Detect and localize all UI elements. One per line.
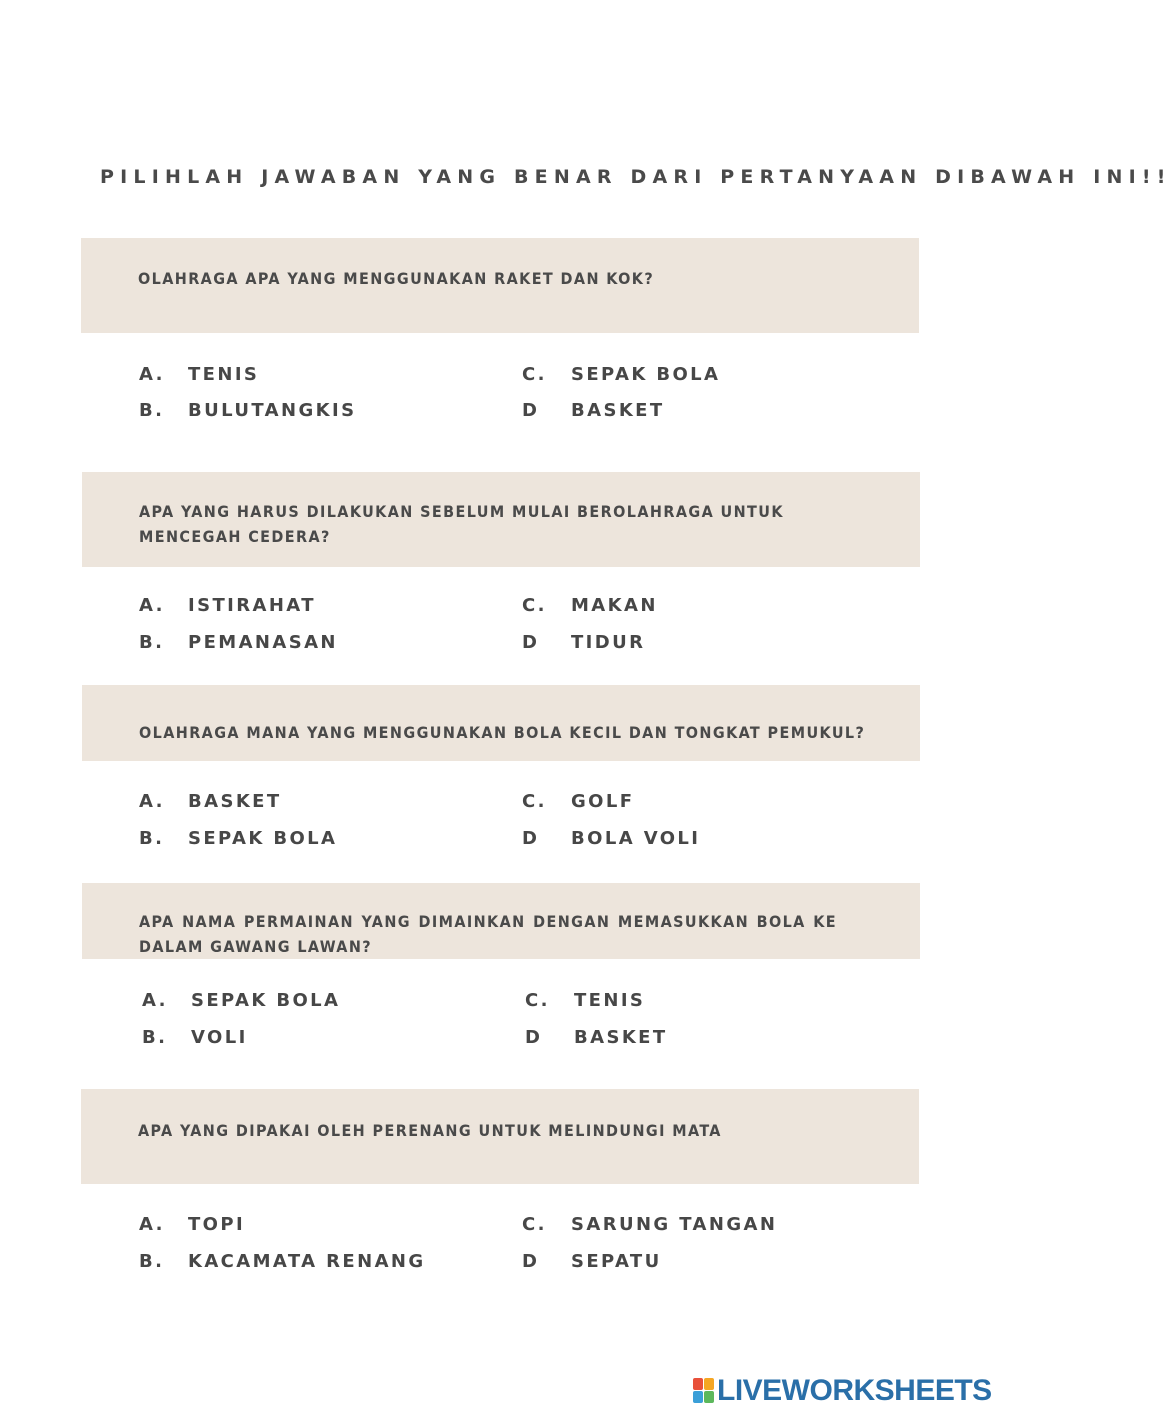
question-text: APA NAMA PERMAINAN YANG DIMAINKAN DENGAN MEMASUKKAN BOLA KE DALAM GAWANG LAWAN? [139, 912, 837, 956]
option-answer: TENIS [574, 990, 646, 1011]
option-letter: A. [139, 595, 165, 616]
option-letter: B. [139, 828, 165, 849]
option-answer: SEPAK BOLA [571, 364, 721, 385]
option-answer: SARUNG TANGAN [571, 1214, 778, 1235]
option-answer: ISTIRAHAT [188, 595, 316, 616]
option-answer: BASKET [188, 791, 282, 812]
question-text: OLAHRAGA MANA YANG MENGGUNAKAN BOLA KECIL DAN TONGKAT PEMUKUL? [139, 723, 866, 742]
instruction-heading: PILIHLAH JAWABAN YANG BENAR DARI PERTANYAAN DIBAWAH INI!! [100, 166, 1172, 188]
option-letter: B. [139, 400, 165, 421]
option-answer: VOLI [191, 1027, 248, 1048]
question-box-3 [82, 685, 920, 761]
option-answer: SEPAK BOLA [188, 828, 338, 849]
option-letter: B. [142, 1027, 168, 1048]
option-answer: BULUTANGKIS [188, 400, 357, 421]
option-answer: BASKET [571, 400, 665, 421]
option-letter: D [525, 1027, 543, 1048]
question-text: APA YANG HARUS DILAKUKAN SEBELUM MULAI BEROLAHRAGA UNTUK MENCEGAH CEDERA? [139, 502, 784, 546]
option-answer: GOLF [571, 791, 635, 812]
option-letter: A. [139, 1214, 165, 1235]
option-answer: BOLA VOLI [571, 828, 701, 849]
option-letter: A. [142, 990, 168, 1011]
liveworksheets-logo[interactable] [693, 1374, 992, 1408]
option-answer: SEPATU [571, 1251, 662, 1272]
option-letter: B. [139, 1251, 165, 1272]
option-answer: SEPAK BOLA [191, 990, 341, 1011]
option-answer: BASKET [574, 1027, 668, 1048]
option-letter: C. [522, 364, 547, 385]
option-letter: C. [522, 791, 547, 812]
option-answer: MAKAN [571, 595, 658, 616]
question-box-1 [81, 238, 919, 333]
liveworksheets-logo-icon [693, 1378, 715, 1404]
option-letter: D [522, 828, 540, 849]
option-letter: A. [139, 791, 165, 812]
question-box-2 [82, 472, 920, 567]
option-letter: D [522, 632, 540, 653]
option-answer: TOPI [188, 1214, 246, 1235]
option-answer: PEMANASAN [188, 632, 338, 653]
question-text: OLAHRAGA APA YANG MENGGUNAKAN RAKET DAN KOK? [138, 269, 655, 288]
option-letter: C. [525, 990, 550, 1011]
option-letter: C. [522, 595, 547, 616]
logo-text: LIVEWORKSHEETS [717, 1374, 992, 1407]
question-box-4 [82, 883, 920, 959]
option-letter: D [522, 1251, 540, 1272]
question-box-5 [81, 1089, 919, 1184]
option-answer: TENIS [188, 364, 260, 385]
option-letter: B. [139, 632, 165, 653]
option-answer: TIDUR [571, 632, 646, 653]
option-letter: D [522, 400, 540, 421]
option-letter: C. [522, 1214, 547, 1235]
question-text: APA YANG DIPAKAI OLEH PERENANG UNTUK MELINDUNGI MATA [138, 1121, 722, 1140]
option-answer: KACAMATA RENANG [188, 1251, 426, 1272]
option-letter: A. [139, 364, 165, 385]
